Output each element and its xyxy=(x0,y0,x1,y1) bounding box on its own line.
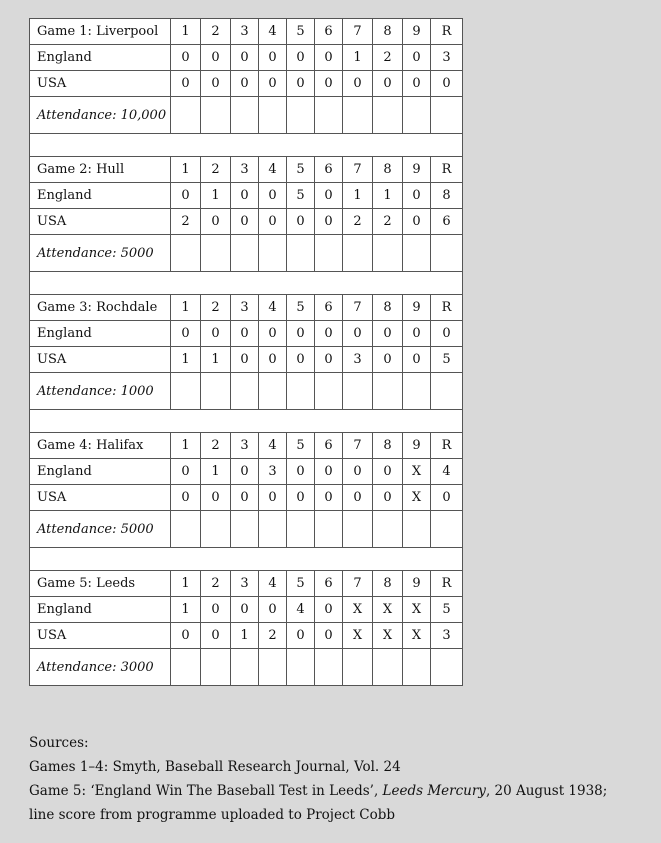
inning-score: X xyxy=(403,597,431,623)
inning-header: 8 xyxy=(373,571,403,597)
inning-score: 1 xyxy=(171,347,201,373)
inning-score: 1 xyxy=(343,183,373,209)
runs-total: 0 xyxy=(431,321,463,347)
runs-total: 4 xyxy=(431,459,463,485)
attendance: Attendance: 1000 xyxy=(30,373,171,410)
inning-score: 0 xyxy=(315,71,343,97)
empty-cell xyxy=(259,511,287,548)
game-title: Game 3: Rochdale xyxy=(30,295,171,321)
empty-cell xyxy=(201,649,231,686)
inning-score: 0 xyxy=(259,485,287,511)
inning-score: 0 xyxy=(231,459,259,485)
empty-cell xyxy=(315,97,343,134)
inning-header: 5 xyxy=(287,19,315,45)
empty-cell xyxy=(231,511,259,548)
inning-score: 2 xyxy=(259,623,287,649)
inning-score: 0 xyxy=(287,623,315,649)
inning-score: 0 xyxy=(403,321,431,347)
inning-header: 2 xyxy=(201,433,231,459)
inning-header: 4 xyxy=(259,295,287,321)
empty-cell xyxy=(373,649,403,686)
inning-score: 0 xyxy=(287,459,315,485)
inning-score: 0 xyxy=(231,45,259,71)
empty-cell xyxy=(259,649,287,686)
empty-cell xyxy=(201,97,231,134)
inning-score: 0 xyxy=(259,321,287,347)
inning-score: X xyxy=(403,623,431,649)
empty-cell xyxy=(259,97,287,134)
inning-header: 3 xyxy=(231,19,259,45)
inning-header: 7 xyxy=(343,295,373,321)
empty-cell xyxy=(171,97,201,134)
inning-header: 9 xyxy=(403,433,431,459)
inning-header: 1 xyxy=(171,433,201,459)
game-title: Game 1: Liverpool xyxy=(30,19,171,45)
attendance-row xyxy=(30,97,463,134)
inning-header: 7 xyxy=(343,157,373,183)
inning-header: 3 xyxy=(231,295,259,321)
team-row xyxy=(30,183,463,209)
inning-score: 0 xyxy=(201,623,231,649)
inning-score: X xyxy=(373,597,403,623)
team-row xyxy=(30,209,463,235)
inning-score: 0 xyxy=(403,209,431,235)
team-name: USA xyxy=(30,485,171,511)
inning-score: 0 xyxy=(231,71,259,97)
empty-cell xyxy=(343,97,373,134)
inning-header: 8 xyxy=(373,157,403,183)
inning-score: 0 xyxy=(201,209,231,235)
inning-score: 1 xyxy=(373,183,403,209)
team-row xyxy=(30,623,463,649)
empty-cell xyxy=(315,511,343,548)
inning-header: 8 xyxy=(373,295,403,321)
inning-score: 3 xyxy=(259,459,287,485)
empty-cell xyxy=(343,511,373,548)
inning-score: 0 xyxy=(287,45,315,71)
empty-cell xyxy=(287,235,315,272)
empty-cell xyxy=(315,373,343,410)
team-name: USA xyxy=(30,347,171,373)
team-row xyxy=(30,347,463,373)
runs-total: 0 xyxy=(431,71,463,97)
inning-header: 8 xyxy=(373,19,403,45)
inning-score: 1 xyxy=(171,597,201,623)
runs-total: 3 xyxy=(431,45,463,71)
inning-score: 0 xyxy=(373,71,403,97)
inning-header: 2 xyxy=(201,571,231,597)
inning-score: 0 xyxy=(315,347,343,373)
inning-score: 1 xyxy=(201,347,231,373)
inning-score: 0 xyxy=(201,485,231,511)
empty-cell xyxy=(403,97,431,134)
source-games-1-4: Games 1–4: Smyth, Baseball Research Journal, Vol. 24 xyxy=(29,759,401,775)
empty-cell xyxy=(343,373,373,410)
empty-cell xyxy=(315,235,343,272)
inning-score: 0 xyxy=(171,485,201,511)
empty-cell xyxy=(373,511,403,548)
team-row xyxy=(30,71,463,97)
inning-score: 0 xyxy=(403,347,431,373)
game-title: Game 2: Hull xyxy=(30,157,171,183)
team-name: England xyxy=(30,459,171,485)
game-spacer-row xyxy=(30,548,463,571)
inning-score: 0 xyxy=(231,321,259,347)
inning-header: 9 xyxy=(403,157,431,183)
game-spacer-row xyxy=(30,134,463,157)
inning-header: 6 xyxy=(315,433,343,459)
runs-total: 8 xyxy=(431,183,463,209)
inning-score: 0 xyxy=(201,45,231,71)
inning-header: 4 xyxy=(259,433,287,459)
team-name: England xyxy=(30,597,171,623)
inning-score: 0 xyxy=(259,45,287,71)
inning-score: 0 xyxy=(315,485,343,511)
spacer-cell xyxy=(30,272,463,295)
empty-cell xyxy=(287,97,315,134)
inning-header: 7 xyxy=(343,433,373,459)
inning-score: 0 xyxy=(231,347,259,373)
inning-header: 2 xyxy=(201,19,231,45)
empty-cell xyxy=(315,649,343,686)
inning-header: 4 xyxy=(259,571,287,597)
source-game-5-suffix: , 20 August 1938; line score from programme uploaded to Project Cobb xyxy=(29,783,608,823)
inning-header: 2 xyxy=(201,157,231,183)
runs-total: 3 xyxy=(431,623,463,649)
inning-score: 1 xyxy=(201,459,231,485)
inning-score: 2 xyxy=(373,209,403,235)
inning-score: 2 xyxy=(171,209,201,235)
source-publication: Leeds Mercury xyxy=(382,783,486,799)
inning-score: 0 xyxy=(231,485,259,511)
inning-score: X xyxy=(343,597,373,623)
inning-header: 6 xyxy=(315,295,343,321)
inning-score: 0 xyxy=(171,183,201,209)
inning-score: 0 xyxy=(343,459,373,485)
empty-cell xyxy=(287,511,315,548)
inning-header: 1 xyxy=(171,19,201,45)
runs-total: 6 xyxy=(431,209,463,235)
inning-header: 3 xyxy=(231,571,259,597)
empty-cell xyxy=(231,649,259,686)
inning-score: 0 xyxy=(315,209,343,235)
inning-header: 5 xyxy=(287,295,315,321)
inning-score: 0 xyxy=(373,485,403,511)
inning-header: 5 xyxy=(287,157,315,183)
source-game-5-prefix: Game 5: ‘England Win The Baseball Test in Leeds’, xyxy=(29,783,383,799)
empty-cell xyxy=(431,511,463,548)
team-name: USA xyxy=(30,209,171,235)
inning-score: 2 xyxy=(343,209,373,235)
inning-score: 0 xyxy=(373,459,403,485)
inning-score: 0 xyxy=(287,485,315,511)
spacer-cell xyxy=(30,410,463,433)
inning-header: 7 xyxy=(343,571,373,597)
inning-score: 0 xyxy=(403,71,431,97)
empty-cell xyxy=(287,649,315,686)
inning-score: X xyxy=(403,485,431,511)
game-header-row xyxy=(30,157,463,183)
team-row xyxy=(30,45,463,71)
inning-score: 0 xyxy=(231,183,259,209)
inning-score: 0 xyxy=(231,209,259,235)
inning-score: 0 xyxy=(171,623,201,649)
inning-header: 9 xyxy=(403,19,431,45)
sources-section xyxy=(29,731,629,827)
inning-score: 0 xyxy=(287,347,315,373)
game-header-row xyxy=(30,295,463,321)
inning-header: 5 xyxy=(287,433,315,459)
empty-cell xyxy=(431,235,463,272)
inning-header: R xyxy=(431,157,463,183)
inning-score: 0 xyxy=(315,597,343,623)
inning-score: 0 xyxy=(373,321,403,347)
runs-total: 5 xyxy=(431,597,463,623)
empty-cell xyxy=(259,235,287,272)
inning-score: 4 xyxy=(287,597,315,623)
inning-score: 0 xyxy=(259,71,287,97)
team-name: USA xyxy=(30,71,171,97)
inning-header: 6 xyxy=(315,571,343,597)
runs-total: 5 xyxy=(431,347,463,373)
inning-score: X xyxy=(343,623,373,649)
game-title: Game 4: Halifax xyxy=(30,433,171,459)
inning-score: 0 xyxy=(287,321,315,347)
inning-score: 0 xyxy=(315,321,343,347)
inning-score: 3 xyxy=(343,347,373,373)
empty-cell xyxy=(231,373,259,410)
inning-header: 1 xyxy=(171,571,201,597)
inning-score: 0 xyxy=(201,71,231,97)
inning-score: 1 xyxy=(201,183,231,209)
inning-score: 0 xyxy=(171,71,201,97)
team-row xyxy=(30,485,463,511)
attendance: Attendance: 5000 xyxy=(30,235,171,272)
inning-score: 0 xyxy=(403,183,431,209)
empty-cell xyxy=(259,373,287,410)
inning-score: 0 xyxy=(201,597,231,623)
game-spacer-row xyxy=(30,410,463,433)
attendance: Attendance: 3000 xyxy=(30,649,171,686)
inning-score: 1 xyxy=(343,45,373,71)
inning-header: R xyxy=(431,433,463,459)
empty-cell xyxy=(403,373,431,410)
inning-score: 0 xyxy=(259,347,287,373)
empty-cell xyxy=(343,235,373,272)
team-name: USA xyxy=(30,623,171,649)
inning-score: X xyxy=(403,459,431,485)
inning-score: 0 xyxy=(315,623,343,649)
inning-score: 0 xyxy=(171,321,201,347)
inning-score: 0 xyxy=(259,183,287,209)
attendance-row xyxy=(30,511,463,548)
inning-header: 4 xyxy=(259,157,287,183)
team-name: England xyxy=(30,183,171,209)
sources-heading: Sources: xyxy=(29,735,89,751)
game-header-row xyxy=(30,571,463,597)
empty-cell xyxy=(231,235,259,272)
inning-header: R xyxy=(431,19,463,45)
inning-header: 3 xyxy=(231,157,259,183)
empty-cell xyxy=(201,511,231,548)
inning-header: 3 xyxy=(231,433,259,459)
empty-cell xyxy=(431,373,463,410)
attendance-row xyxy=(30,235,463,272)
inning-score: 0 xyxy=(231,597,259,623)
empty-cell xyxy=(403,649,431,686)
inning-score: 5 xyxy=(287,183,315,209)
empty-cell xyxy=(171,373,201,410)
inning-score: 0 xyxy=(171,459,201,485)
inning-header: 1 xyxy=(171,157,201,183)
inning-score: 2 xyxy=(373,45,403,71)
inning-header: R xyxy=(431,571,463,597)
inning-header: 4 xyxy=(259,19,287,45)
inning-score: 0 xyxy=(343,485,373,511)
game-title: Game 5: Leeds xyxy=(30,571,171,597)
inning-score: 1 xyxy=(231,623,259,649)
team-name: England xyxy=(30,321,171,347)
attendance-row xyxy=(30,649,463,686)
inning-header: 7 xyxy=(343,19,373,45)
inning-score: 0 xyxy=(287,209,315,235)
inning-score: 0 xyxy=(171,45,201,71)
inning-score: 0 xyxy=(343,321,373,347)
table-body xyxy=(30,19,463,686)
game-header-row xyxy=(30,19,463,45)
inning-score: 0 xyxy=(373,347,403,373)
team-row xyxy=(30,459,463,485)
empty-cell xyxy=(201,373,231,410)
empty-cell xyxy=(403,511,431,548)
inning-score: 0 xyxy=(259,209,287,235)
inning-score: 0 xyxy=(259,597,287,623)
team-row xyxy=(30,321,463,347)
inning-header: 6 xyxy=(315,157,343,183)
inning-score: 0 xyxy=(315,45,343,71)
empty-cell xyxy=(201,235,231,272)
inning-score: 0 xyxy=(287,71,315,97)
empty-cell xyxy=(171,235,201,272)
inning-header: 8 xyxy=(373,433,403,459)
empty-cell xyxy=(431,97,463,134)
line-score-table xyxy=(29,18,463,686)
inning-score: 0 xyxy=(315,183,343,209)
inning-score: 0 xyxy=(403,45,431,71)
empty-cell xyxy=(171,511,201,548)
empty-cell xyxy=(171,649,201,686)
source-game-5 xyxy=(29,779,629,827)
game-header-row xyxy=(30,433,463,459)
inning-header: 2 xyxy=(201,295,231,321)
inning-header: 9 xyxy=(403,295,431,321)
inning-header: 9 xyxy=(403,571,431,597)
attendance: Attendance: 10,000 xyxy=(30,97,171,134)
empty-cell xyxy=(373,235,403,272)
spacer-cell xyxy=(30,134,463,157)
inning-score: X xyxy=(373,623,403,649)
empty-cell xyxy=(431,649,463,686)
inning-header: 6 xyxy=(315,19,343,45)
empty-cell xyxy=(403,235,431,272)
empty-cell xyxy=(373,373,403,410)
empty-cell xyxy=(373,97,403,134)
inning-header: R xyxy=(431,295,463,321)
attendance-row xyxy=(30,373,463,410)
spacer-cell xyxy=(30,548,463,571)
inning-header: 5 xyxy=(287,571,315,597)
attendance: Attendance: 5000 xyxy=(30,511,171,548)
runs-total: 0 xyxy=(431,485,463,511)
inning-score: 0 xyxy=(315,459,343,485)
game-spacer-row xyxy=(30,272,463,295)
inning-header: 1 xyxy=(171,295,201,321)
empty-cell xyxy=(343,649,373,686)
team-name: England xyxy=(30,45,171,71)
inning-score: 0 xyxy=(201,321,231,347)
empty-cell xyxy=(231,97,259,134)
empty-cell xyxy=(287,373,315,410)
inning-score: 0 xyxy=(343,71,373,97)
team-row xyxy=(30,597,463,623)
